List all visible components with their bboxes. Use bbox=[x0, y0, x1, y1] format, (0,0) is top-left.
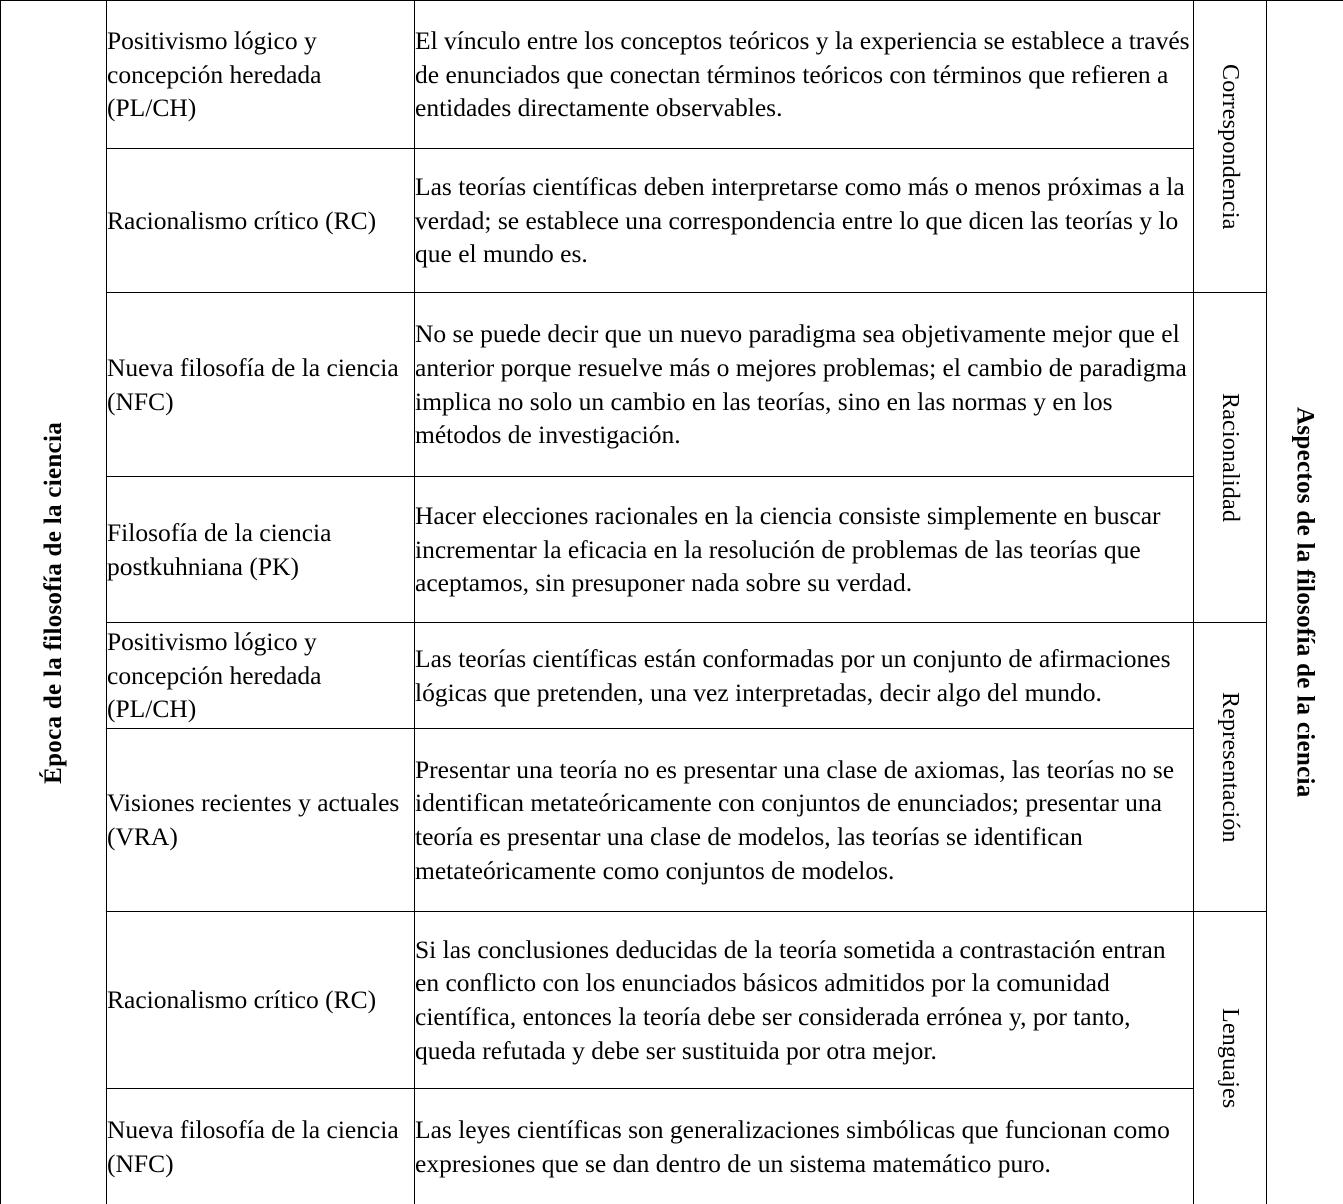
description-text-2: Las teorías científicas deben interpretarse como más o menos próximas a la verdad; se establece una correspondencia entre lo que dicen las teorías y lo que el mundo es. bbox=[415, 172, 1185, 269]
category-label-racionalidad: Racionalidad bbox=[1217, 392, 1243, 523]
aspect-spine-label: Aspectos de la filosofía de la ciencia bbox=[1291, 407, 1319, 798]
period-cell-6 bbox=[107, 729, 415, 912]
aspect-spine-cell bbox=[1267, 1, 1343, 1204]
description-cell-5 bbox=[415, 623, 1194, 729]
description-text-1: El vínculo entre los conceptos teóricos y la experiencia se establece a través de enunciados que conectan términos teóricos con términos que refieren a entidades directamente observables. bbox=[415, 26, 1190, 123]
table-row bbox=[1, 729, 1343, 912]
era-spine-wrap bbox=[1, 1, 106, 1204]
description-cell-3 bbox=[415, 293, 1194, 477]
description-text-4: Hacer elecciones racionales en la ciencia consiste simplemente en buscar incrementar la eficacia en la resolución de problemas de las teorías que aceptamos, sin presuponer nada sobre su verdad. bbox=[415, 501, 1161, 598]
description-cell-7 bbox=[415, 912, 1194, 1089]
period-cell-7 bbox=[107, 912, 415, 1089]
period-cell-2 bbox=[107, 149, 415, 293]
period-cell-8 bbox=[107, 1089, 415, 1204]
period-label-3: Nueva filosofía de la ciencia (NFC) bbox=[107, 352, 399, 416]
period-cell-4 bbox=[107, 477, 415, 623]
period-cell-5 bbox=[107, 623, 415, 729]
category-cell-correspondencia bbox=[1194, 1, 1267, 293]
table-row bbox=[1, 623, 1343, 729]
description-text-8: Las leyes científicas son generalizaciones simbólicas que funcionan como expresiones que se dan dentro de un sistema matemático puro. bbox=[415, 1114, 1170, 1178]
description-cell-6 bbox=[415, 729, 1194, 912]
period-label-1: Positivismo lógico y concepción heredada (PL/CH) bbox=[107, 25, 322, 123]
table-row bbox=[1, 149, 1343, 293]
period-label-7: Racionalismo crítico (RC) bbox=[107, 985, 377, 1015]
description-text-6: Presentar una teoría no es presentar una clase de axiomas, las teorías no se identifican metateóricamente con conjuntos de enunciados; presentar una teoría es presentar una clase de modelos, las teorías se identifican metateóricamente como conjuntos de modelos. bbox=[415, 754, 1175, 885]
description-cell-2 bbox=[415, 149, 1194, 293]
period-label-6: Visiones recientes y actuales (VRA) bbox=[107, 788, 400, 851]
aspect-spine-wrap bbox=[1267, 1, 1343, 1204]
category-wrap-racionalidad bbox=[1194, 293, 1266, 622]
category-label-representacion: Representación bbox=[1217, 691, 1243, 843]
period-label-8: Nueva filosofía de la ciencia (NFC) bbox=[107, 1114, 399, 1178]
description-cell-1 bbox=[415, 1, 1194, 149]
period-label-5: Positivismo lógico y concepción heredada (PL/CH) bbox=[107, 626, 322, 724]
category-cell-lenguajes bbox=[1194, 912, 1267, 1204]
period-label-2: Racionalismo crítico (RC) bbox=[107, 205, 377, 235]
category-label-correspondencia: Correspondencia bbox=[1217, 63, 1243, 230]
period-cell-1 bbox=[107, 1, 415, 149]
description-cell-4 bbox=[415, 477, 1194, 623]
description-text-7: Si las conclusiones deducidas de la teoría sometida a contrastación entran en conflicto con los enunciados básicos admitidos por la comunidad científica, entonces la teoría debe ser considerada errónea y, por tanto, queda refutada y debe ser sustituida por otra mejor. bbox=[415, 934, 1166, 1065]
table-row bbox=[1, 1, 1343, 149]
era-spine-label: Época de la filosofía de la ciencia bbox=[40, 421, 67, 784]
category-wrap-representacion bbox=[1194, 623, 1266, 911]
category-wrap-correspondencia bbox=[1194, 1, 1266, 292]
description-text-5: Las teorías científicas están conformadas por un conjunto de afirmaciones lógicas que pretenden, una vez interpretadas, decir algo del mundo. bbox=[415, 643, 1171, 707]
description-text-3: No se puede decir que un nuevo paradigma sea objetivamente mejor que el anterior porque resuelve más o mejores problemas; el cambio de paradigma implica no solo un cambio en las teorías, sino en las normas y en los métodos de investigación. bbox=[415, 319, 1187, 450]
table-row bbox=[1, 1089, 1343, 1204]
category-cell-representacion bbox=[1194, 623, 1267, 912]
table-row bbox=[1, 477, 1343, 623]
category-cell-racionalidad bbox=[1194, 293, 1267, 623]
category-wrap-lenguajes bbox=[1194, 912, 1266, 1204]
period-label-4: Filosofía de la ciencia postkuhniana (PK) bbox=[107, 517, 332, 581]
era-spine-cell bbox=[1, 1, 107, 1204]
table-row bbox=[1, 912, 1343, 1089]
category-label-lenguajes: Lenguajes bbox=[1217, 1007, 1243, 1109]
period-cell-3 bbox=[107, 293, 415, 477]
description-cell-8 bbox=[415, 1089, 1194, 1204]
table-row bbox=[1, 293, 1343, 477]
